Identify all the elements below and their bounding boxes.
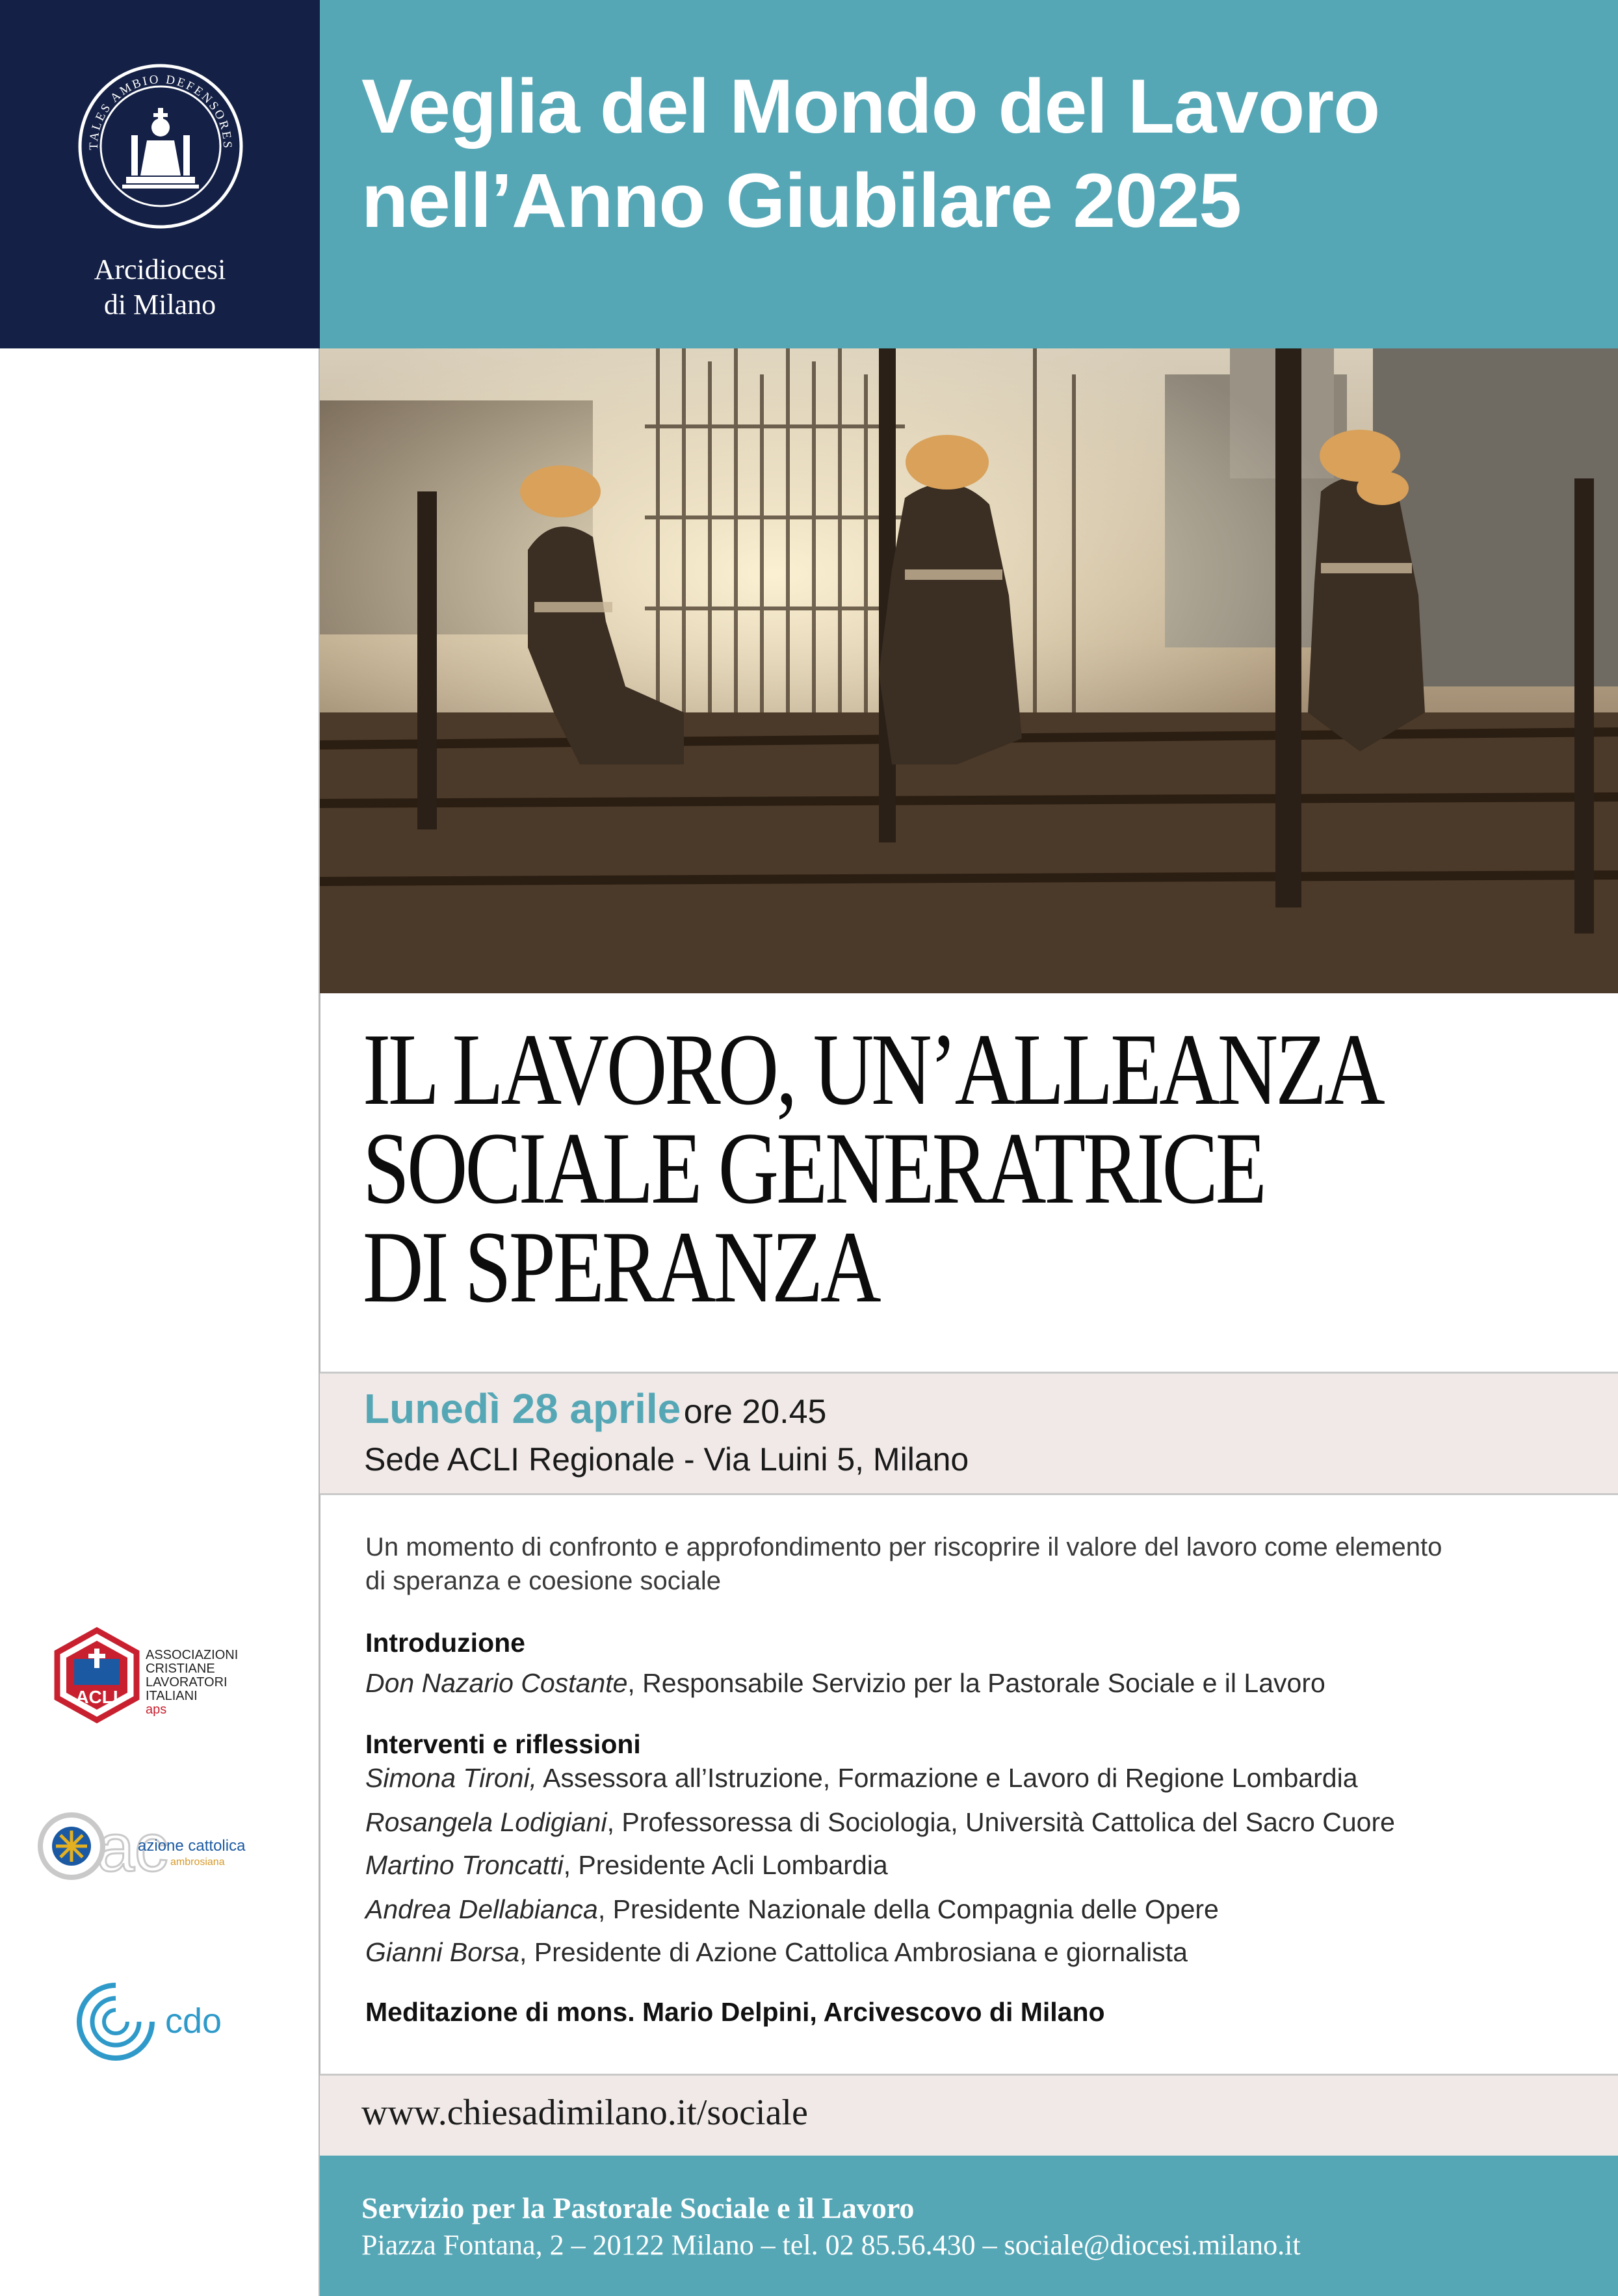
speaker-name: Don Nazario Costante [365,1668,628,1698]
speaker-role: , Presidente di Azione Cattolica Ambrosiana e giornalista [519,1937,1188,1967]
event-date-line [364,1385,826,1433]
speaker-row [365,1763,1358,1794]
headline-line-2: SOCIALE GENERATRICE [363,1112,1264,1225]
cdo-logo-icon [70,1976,161,2067]
acli-line: LAVORATORI [146,1675,228,1689]
event-venue: Sede ACLI Regionale - Via Luini 5, Milano [364,1441,969,1478]
event-date: Lunedì 28 aprile [364,1385,681,1432]
speaker-role: Assessora all’Istruzione, Formazione e Lavoro di Regione Lombardia [536,1763,1358,1793]
introduction-speaker [365,1668,1325,1699]
acli-suffix: aps [146,1702,167,1717]
description-line-1: Un momento di confronto e approfondimento per riscoprire il valore del lavoro come elemento [365,1533,1442,1561]
speaker-role: , Presidente Nazionale della Compagnia delle Opere [597,1894,1219,1924]
diocese-name [0,252,320,322]
headline-line-1: IL LAVORO, UN’ALLEANZA [363,1013,1383,1127]
acli-name [146,1649,238,1717]
description-line-2: di speranza e coesione sociale [365,1567,722,1595]
azione-cattolica-sub: ambrosiana [170,1857,225,1868]
azione-cattolica-name: azione cattolica [138,1837,246,1855]
meditation: Meditazione di mons. Mario Delpini, Arcivescovo di Milano [365,1997,1105,2027]
website-link[interactable]: www.chiesadimilano.it/sociale [361,2093,808,2133]
org-line-1: Arcidiocesi [94,254,226,285]
diocese-seal-icon [77,62,244,230]
headline-line-3: DI SPERANZA [363,1210,879,1324]
acli-line: ASSOCIAZIONI [146,1648,239,1662]
interventions-label: Interventi e riflessioni [365,1729,641,1759]
ac-mark: ac [97,1810,168,1885]
title-line-1: Veglia del Mondo del Lavoro [361,64,1380,150]
description [365,1530,1587,1598]
speaker-name: Gianni Borsa [365,1937,520,1967]
speaker-name: Simona Tironi, [365,1763,537,1793]
speaker-row [365,1894,1219,1925]
speaker-role: , Professoressa di Sociologia, Università Cattolica del Sacro Cuore [607,1807,1395,1837]
speaker-name: Martino Troncatti [365,1850,564,1880]
speaker-row [365,1937,1188,1968]
footer-band [320,2156,1618,2296]
speaker-role: , Presidente Acli Lombardia [563,1850,888,1880]
cdo-name: cdo [165,2002,222,2041]
title-line-2: nell’Anno Giubilare 2025 [361,158,1242,244]
seal-motto: TALES AMBIO DEFENSORES [86,72,235,150]
speaker-role: , Responsabile Servizio per la Pastorale Sociale e il Lavoro [627,1668,1325,1698]
org-line-2: di Milano [103,289,216,320]
footer-address: Piazza Fontana, 2 – 20122 Milano – tel. 02 85.56.430 – sociale@diocesi.milano.it [361,2229,1301,2261]
footer-title: Servizio per la Pastorale Sociale e il Lavoro [361,2191,915,2224]
speaker-name: Andrea Dellabianca [365,1894,598,1924]
event-title [361,60,1597,248]
acli-line: CRISTIANE [146,1662,215,1676]
acli-mark: ACLI [75,1687,118,1707]
acli-line: ITALIANI [146,1689,198,1703]
introduction-label: Introduzione [365,1628,525,1658]
headline [363,1013,1383,1324]
speaker-row [365,1850,888,1881]
speaker-row [365,1807,1395,1838]
speaker-name: Rosangela Lodigiani [365,1807,607,1837]
event-time: ore 20.45 [683,1393,827,1431]
workers-photo [320,348,1618,993]
